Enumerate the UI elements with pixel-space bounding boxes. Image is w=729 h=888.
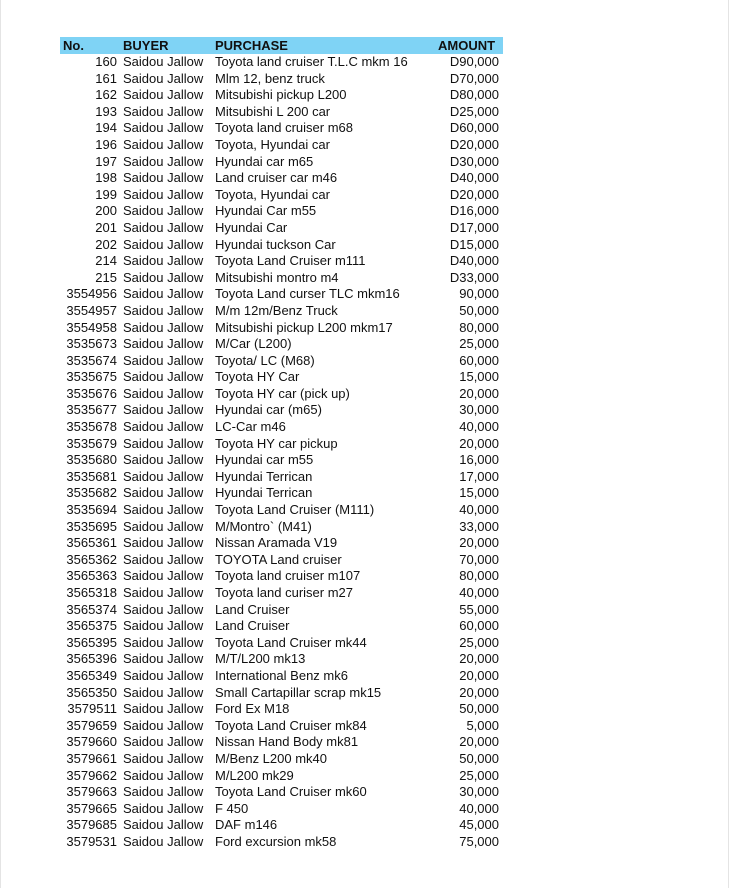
table-row [60,353,503,370]
cell-amount: 16,000 [459,452,499,468]
cell-amount: 17,000 [459,468,499,484]
table-row [60,469,503,486]
table-row [60,668,503,685]
cell-no: 160 [95,54,117,69]
cell-amount: 15,000 [459,485,499,501]
cell-no: 3579511 [67,701,117,717]
cell-amount: D25,000 [449,103,499,119]
table-row [60,817,503,834]
table-row [60,270,503,287]
table-row [60,519,503,536]
cell-amount: 50,000 [459,750,499,766]
cell-no: 3535694 [66,502,117,518]
cell-buyer: Saidou Jallow [123,750,204,766]
cell-buyer: Saidou Jallow [123,518,204,534]
table-row [60,801,503,818]
cell-purchase: TOYOTA Land cruiser [215,551,342,567]
table-row [60,618,503,635]
cell-buyer: Saidou Jallow [123,103,204,119]
cell-purchase: DAF m146 [215,817,278,833]
cell-amount: D60,000 [449,120,499,136]
cell-buyer: Saidou Jallow [123,784,204,800]
cell-no: 3579663 [66,784,117,800]
cell-purchase: Toyota land curiser m27 [215,585,354,600]
cell-no: 3535695 [66,518,117,534]
cell-buyer: Saidou Jallow [123,734,204,750]
table-row [60,751,503,768]
table-header [60,37,503,54]
cell-amount: D40,000 [449,253,499,269]
table-row [60,602,503,619]
cell-buyer: Saidou Jallow [123,618,204,634]
table-row [60,834,503,851]
cell-purchase: M/m 12m/Benz Truck [215,302,338,318]
cell-no: 194 [95,120,117,136]
cell-amount: 40,000 [459,585,499,600]
cell-no: 3565318 [66,585,117,600]
cell-buyer: Saidou Jallow [123,54,204,69]
cell-buyer: Saidou Jallow [123,186,204,202]
cell-buyer: Saidou Jallow [123,369,204,385]
cell-amount: D15,000 [449,236,499,252]
cell-buyer: Saidou Jallow [123,136,204,152]
cell-amount: D30,000 [449,153,499,169]
cell-purchase: Land Cruiser [215,601,290,617]
table-row [60,120,503,137]
cell-no: 3535682 [66,485,117,501]
cell-buyer: Saidou Jallow [123,468,204,484]
cell-purchase: Hyundai car (m65) [215,402,322,418]
cell-no: 3535678 [66,419,117,435]
cell-amount: 50,000 [459,701,499,717]
cell-purchase: Toyota Land Cruiser m111 [215,253,366,269]
cell-no: 161 [95,70,117,86]
cell-buyer: Saidou Jallow [123,800,204,816]
cell-purchase: Toyota Land Cruiser mk60 [215,784,367,800]
table-row [60,535,503,552]
cell-amount: 20,000 [459,535,499,551]
cell-purchase: Land cruiser car m46 [215,170,338,186]
cell-purchase: Hyundai car m55 [215,452,314,468]
cell-no: 3535679 [66,435,117,451]
cell-purchase: International Benz mk6 [215,667,348,683]
cell-no: 3554957 [66,302,117,318]
cell-amount: D80,000 [449,87,499,103]
cell-buyer: Saidou Jallow [123,667,204,683]
header-purchase: PURCHASE [215,38,288,53]
cell-amount: D20,000 [449,136,499,152]
cell-amount: 60,000 [459,618,499,634]
cell-no: 3565362 [66,551,117,567]
cell-amount: 40,000 [459,419,499,435]
cell-purchase: Toyota land cruiser m68 [215,120,354,136]
cell-amount: 80,000 [459,568,499,584]
cell-amount: 20,000 [459,435,499,451]
cell-no: 3554956 [66,286,117,302]
cell-buyer: Saidou Jallow [123,153,204,169]
cell-buyer: Saidou Jallow [123,502,204,518]
header-amount: AMOUNT [438,38,496,53]
cell-no: 3565396 [66,651,117,667]
cell-amount: 5,000 [466,717,499,733]
cell-no: 3579661 [66,750,117,766]
cell-buyer: Saidou Jallow [123,568,204,584]
table-row [60,203,503,220]
cell-no: 198 [95,170,117,186]
table-row [60,452,503,469]
cell-buyer: Saidou Jallow [123,585,204,600]
cell-no: 3579685 [66,817,117,833]
cell-buyer: Saidou Jallow [123,286,204,302]
cell-buyer: Saidou Jallow [123,302,204,318]
cell-no: 3579660 [66,734,117,750]
cell-purchase: Nissan Hand Body mk81 [215,734,359,750]
cell-no: 3579662 [66,767,117,783]
cell-purchase: M/T/L200 mk13 [215,651,306,667]
cell-buyer: Saidou Jallow [123,651,204,667]
table-row [60,320,503,337]
cell-buyer: Saidou Jallow [123,601,204,617]
cell-amount: 45,000 [459,817,499,833]
table-body [60,54,503,851]
cell-buyer: Saidou Jallow [123,385,204,401]
table-row [60,402,503,419]
cell-buyer: Saidou Jallow [123,485,204,501]
header-no: No. [63,38,84,53]
cell-purchase: F 450 [215,800,249,816]
cell-no: 3535674 [66,352,117,368]
cell-amount: 40,000 [459,800,499,816]
cell-buyer: Saidou Jallow [123,336,204,352]
cell-no: 200 [95,203,117,219]
cell-purchase: M/Benz L200 mk40 [215,750,328,766]
purchases-table [60,37,503,851]
cell-no: 201 [95,219,117,235]
cell-no: 199 [95,186,117,202]
cell-buyer: Saidou Jallow [123,402,204,418]
cell-purchase: LC-Car m46 [215,419,286,435]
cell-purchase: Hyundai tuckson Car [215,236,336,252]
cell-buyer: Saidou Jallow [123,435,204,451]
cell-amount: 20,000 [459,667,499,683]
table-row [60,71,503,88]
cell-no: 3535675 [66,369,117,385]
cell-purchase: Toyota Land curser TLC mkm16 [215,286,400,302]
table-row [60,369,503,386]
cell-purchase: Mitsubishi montro m4 [215,269,339,285]
cell-buyer: Saidou Jallow [123,634,204,650]
table-row [60,768,503,785]
cell-purchase: Mitsubishi L 200 car [215,103,331,119]
cell-buyer: Saidou Jallow [123,551,204,567]
table-row [60,386,503,403]
cell-no: 215 [95,269,117,285]
cell-no: 3565361 [66,535,117,551]
table-row [60,336,503,353]
cell-purchase: Mlm 12, benz truck [215,70,325,86]
cell-purchase: Toyota Land Cruiser mk84 [215,717,367,733]
cell-purchase: Toyota HY Car [215,369,300,385]
cell-purchase: Toyota land cruiser T.L.C mkm 16 [215,54,408,69]
cell-no: 3579659 [66,717,117,733]
cell-amount: D40,000 [449,170,499,186]
cell-purchase: Ford Ex M18 [215,701,290,717]
cell-amount: 15,000 [459,369,499,385]
cell-buyer: Saidou Jallow [123,319,204,335]
table-row [60,303,503,320]
cell-amount: 25,000 [459,767,499,783]
table-row [60,237,503,254]
table-row [60,734,503,751]
cell-amount: D70,000 [449,70,499,86]
cell-no: 3565374 [66,601,117,617]
cell-purchase: Toyota, Hyundai car [215,186,330,202]
cell-purchase: Hyundai Terrican [215,468,313,484]
table-row [60,220,503,237]
cell-purchase: Hyundai Terrican [215,485,313,501]
cell-buyer: Saidou Jallow [123,717,204,733]
cell-amount: 20,000 [459,385,499,401]
table-row [60,784,503,801]
table-row [60,170,503,187]
cell-buyer: Saidou Jallow [123,817,204,833]
cell-no: 202 [95,236,117,252]
cell-purchase: M/Car (L200) [215,336,292,352]
table-row [60,137,503,154]
cell-amount: 25,000 [459,336,499,352]
cell-buyer: Saidou Jallow [123,269,204,285]
cell-buyer: Saidou Jallow [123,236,204,252]
cell-buyer: Saidou Jallow [123,170,204,186]
cell-amount: 70,000 [459,551,499,567]
table-row [60,552,503,569]
cell-no: 3535680 [66,452,117,468]
cell-purchase: Hyundai Car [215,219,288,235]
cell-amount: 60,000 [459,352,499,368]
table-row [60,701,503,718]
table-row [60,685,503,702]
cell-purchase: Toyota Land Cruiser mk44 [215,634,367,650]
cell-purchase: Toyota Land Cruiser (M111) [215,502,375,518]
cell-amount: 90,000 [459,286,499,302]
cell-amount: 33,000 [459,518,499,534]
cell-no: 196 [95,136,117,152]
cell-amount: 40,000 [459,502,499,518]
cell-no: 3565350 [66,684,117,700]
cell-purchase: Toyota HY car pickup [215,435,338,451]
table-row [60,718,503,735]
cell-buyer: Saidou Jallow [123,701,204,717]
cell-buyer: Saidou Jallow [123,70,204,86]
cell-buyer: Saidou Jallow [123,253,204,269]
cell-buyer: Saidou Jallow [123,120,204,136]
cell-amount: D33,000 [449,269,499,285]
cell-purchase: Mitsubishi pickup L200 mkm17 [215,319,393,335]
table-row [60,187,503,204]
cell-amount: 50,000 [459,302,499,318]
cell-buyer: Saidou Jallow [123,352,204,368]
cell-purchase: Hyundai Car m55 [215,203,317,219]
cell-no: 3535677 [66,402,117,418]
cell-no: 3554958 [66,319,117,335]
cell-no: 162 [95,87,117,103]
cell-buyer: Saidou Jallow [123,87,204,103]
cell-amount: 30,000 [459,402,499,418]
cell-amount: 20,000 [459,684,499,700]
cell-no: 3579665 [66,800,117,816]
cell-no: 214 [95,253,117,269]
cell-purchase: Toyota, Hyundai car [215,136,330,152]
table-row [60,154,503,171]
table-row [60,585,503,602]
cell-no: 3565349 [66,667,117,683]
cell-no: 197 [95,153,117,169]
cell-amount: 55,000 [459,601,499,617]
cell-no: 3565395 [66,634,117,650]
header-buyer: BUYER [123,38,169,53]
cell-buyer: Saidou Jallow [123,767,204,783]
cell-amount: 25,000 [459,634,499,650]
cell-amount: 20,000 [459,734,499,750]
table-row [60,54,503,71]
table-row [60,436,503,453]
table-row [60,502,503,519]
cell-purchase: Hyundai car m65 [215,153,314,169]
cell-amount: 30,000 [459,784,499,800]
table-row [60,286,503,303]
cell-amount: D16,000 [449,203,499,219]
cell-amount: 20,000 [459,651,499,667]
cell-amount: D90,000 [449,54,499,69]
table-row [60,104,503,121]
table-row [60,253,503,270]
cell-buyer: Saidou Jallow [123,203,204,219]
cell-buyer: Saidou Jallow [123,419,204,435]
cell-purchase: M/Montro` (M41) [215,518,312,534]
cell-no: 3535673 [66,336,117,352]
cell-buyer: Saidou Jallow [123,535,204,551]
cell-purchase: Land Cruiser [215,618,290,634]
cell-purchase: Toyota land cruiser m107 [215,568,361,584]
cell-buyer: Saidou Jallow [123,219,204,235]
cell-purchase: Toyota/ LC (M68) [215,352,315,368]
cell-purchase: Nissan Aramada V19 [215,535,338,551]
cell-purchase: Ford excursion mk58 [215,833,337,849]
cell-no: 3565375 [66,618,117,634]
cell-purchase: Small Cartapillar scrap mk15 [215,684,382,700]
table-row [60,568,503,585]
cell-purchase: Mitsubishi pickup L200 [215,87,347,103]
table-row [60,635,503,652]
cell-no: 3565363 [66,568,117,584]
cell-purchase: M/L200 mk29 [215,767,294,783]
cell-amount: D17,000 [449,219,499,235]
cell-amount: D20,000 [449,186,499,202]
cell-amount: 80,000 [459,319,499,335]
cell-no: 193 [95,103,117,119]
cell-amount: 75,000 [459,833,499,849]
table-row [60,485,503,502]
table-row [60,87,503,104]
cell-buyer: Saidou Jallow [123,684,204,700]
cell-no: 3535681 [66,468,117,484]
table-row [60,419,503,436]
cell-no: 3579531 [66,833,117,849]
cell-buyer: Saidou Jallow [123,833,204,849]
table-row [60,651,503,668]
cell-no: 3535676 [66,385,117,401]
cell-buyer: Saidou Jallow [123,452,204,468]
cell-purchase: Toyota HY car (pick up) [215,385,350,401]
